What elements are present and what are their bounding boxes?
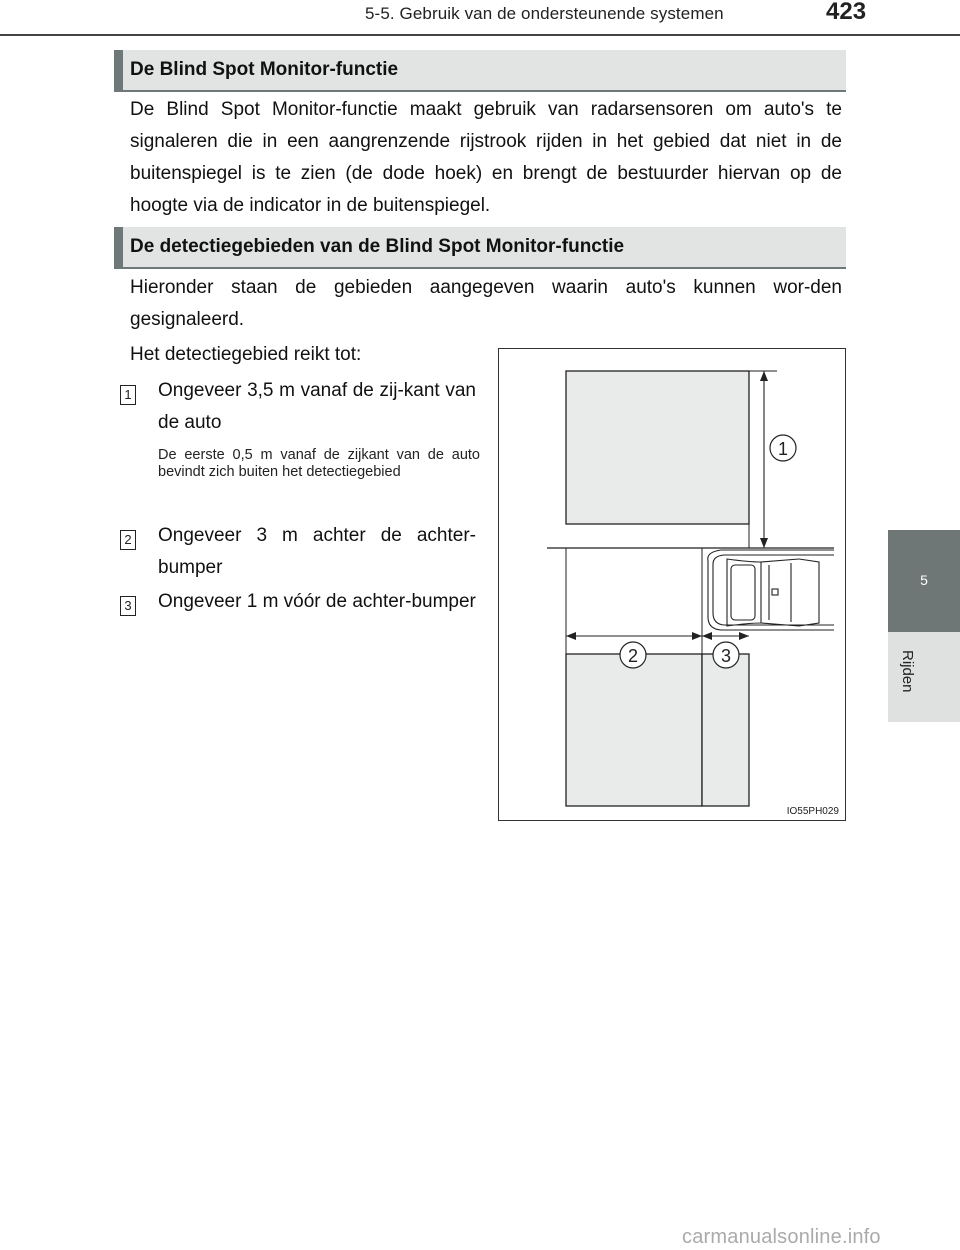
chapter-number: 5 — [920, 572, 928, 588]
side-detection-zone — [566, 371, 749, 524]
list-item-text: Ongeveer 1 m vóór de achter-bumper — [158, 591, 476, 612]
rear-detection-zone — [566, 654, 702, 806]
section-heading-detection-areas — [114, 227, 846, 269]
list-item-text: Ongeveer 3 m achter de achter-bumper — [158, 525, 476, 578]
rear-overlap-zone — [702, 654, 749, 806]
page-number: 423 — [826, 0, 867, 25]
arrowhead — [692, 632, 702, 640]
detection-area-diagram — [498, 348, 846, 821]
chapter-label: Rijden — [899, 650, 916, 693]
list-item-note: De eerste 0,5 m vanaf de zijkant van de auto bevindt zich buiten het detectiegebied — [158, 447, 480, 480]
section-heading-blind-spot-monitor — [114, 50, 846, 92]
section-body-paragraph: De Blind Spot Monitor-functie maakt gebruik van radarsensoren om auto's te signaleren die in een aangrenzende rijstrook rijden in het gebied dat niet in de buitenspiegel is te zien (de dode hoek) en brengt de bestuurder hiervan op de hoogte via de indicator in de buitenspiegel. — [130, 99, 842, 216]
running-header-title: 5-5. Gebruik van de ondersteunende systemen — [365, 4, 724, 23]
item-number-badge: 2 — [120, 530, 136, 550]
arrowhead — [702, 632, 712, 640]
list-item-text: Ongeveer 3,5 m vanaf de zij-kant van de auto — [158, 380, 476, 433]
section-heading-text: De detectiegebieden van de Blind Spot Monitor-functie — [130, 236, 625, 257]
diagram-drawing — [499, 349, 847, 822]
car-outline-icon — [708, 550, 834, 630]
range-label: Het detectiegebied reikt tot: — [130, 344, 362, 365]
arrowhead — [566, 632, 576, 640]
arrowhead — [760, 538, 768, 548]
section-heading-text: De Blind Spot Monitor-functie — [130, 59, 399, 80]
header-rule — [0, 34, 960, 36]
item-number-badge: 1 — [120, 385, 136, 405]
arrowhead — [760, 371, 768, 381]
callout-label-2: 2 — [627, 646, 639, 666]
arrowhead — [739, 632, 749, 640]
item-number-badge: 3 — [120, 596, 136, 616]
intro-paragraph: Hieronder staan de gebieden aangegeven waarin auto's kunnen wor-den gesignaleerd. — [130, 277, 842, 330]
callout-label-1: 1 — [777, 439, 789, 459]
watermark: carmanualsonline.info — [682, 1226, 881, 1248]
figure-code: IO55PH029 — [786, 806, 839, 817]
callout-label-3: 3 — [720, 646, 732, 666]
